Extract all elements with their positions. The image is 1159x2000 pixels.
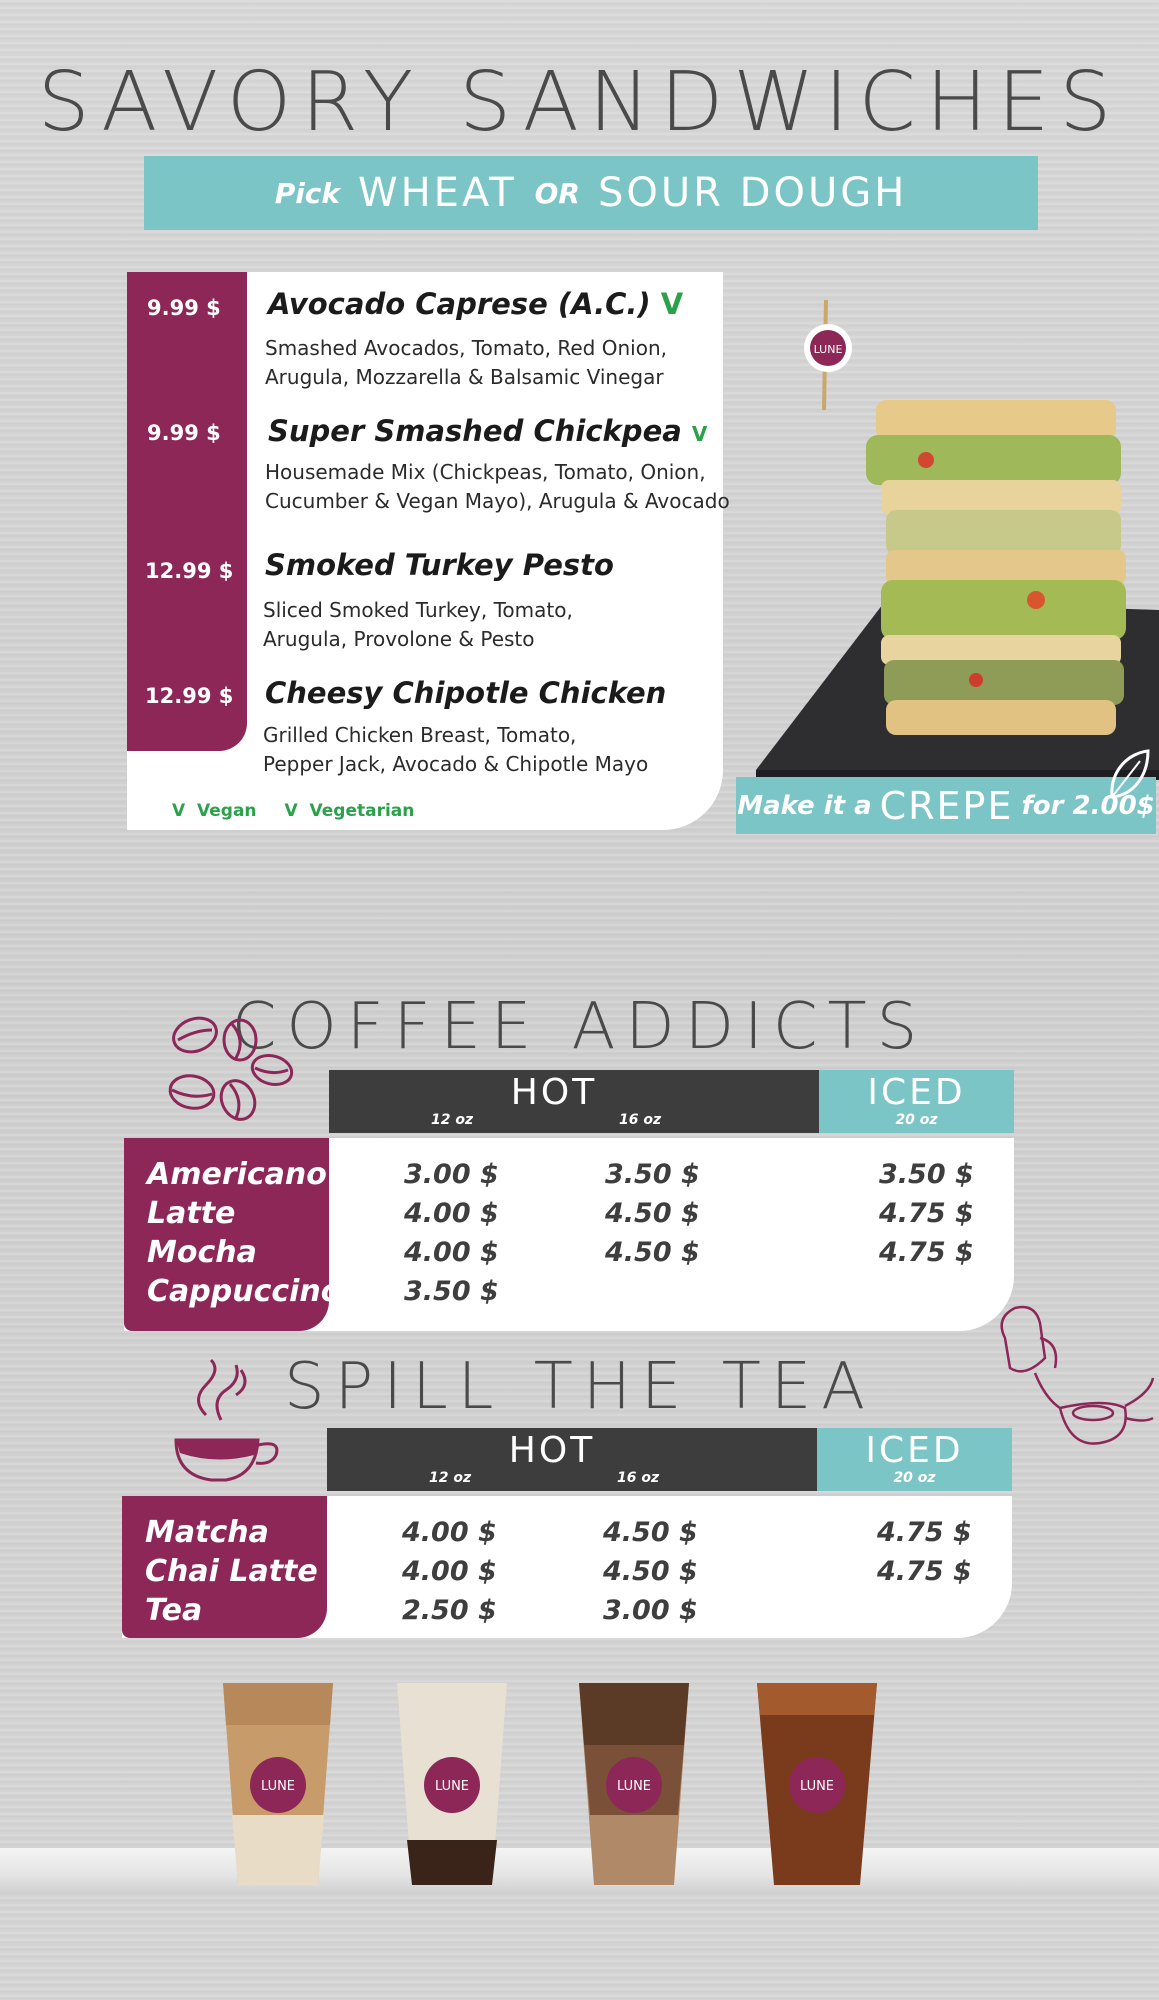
- tea-title: SPILL THE TEA: [283, 1350, 876, 1424]
- price-20oz: 4.75 $: [879, 1198, 974, 1229]
- tea-names: [145, 1513, 318, 1630]
- iced-tea-cup-image: [752, 1675, 882, 1890]
- drink-name: Latte: [147, 1196, 236, 1231]
- sandwich-price: 9.99 $: [147, 296, 221, 320]
- price-16oz: 3.00 $: [603, 1595, 698, 1626]
- size-20oz-label: 20 oz: [895, 1112, 938, 1128]
- diet-legend: [172, 801, 414, 821]
- lune-logo-text: LUNE: [260, 1779, 296, 1794]
- coffee-title: COFFEE ADDICTS: [231, 990, 928, 1064]
- legend-vegetarian-label: Vegetarian: [309, 801, 415, 821]
- tea-hot-header: [327, 1428, 817, 1491]
- price-16oz: 4.50 $: [605, 1198, 700, 1229]
- price-16oz: 4.50 $: [603, 1517, 698, 1548]
- coffee-iced-header: [819, 1070, 1014, 1133]
- price-16oz: 4.50 $: [603, 1556, 698, 1587]
- tea-iced-header: [817, 1428, 1012, 1491]
- description-line: Cucumber & Vegan Mayo), Arugula & Avocado: [265, 489, 730, 513]
- sandwiches-title: SAVORY SANDWICHES: [37, 55, 1122, 150]
- sandwich-description: [265, 458, 730, 516]
- drink-name: Cappuccino: [147, 1274, 342, 1309]
- price-12oz: 3.50 $: [404, 1276, 499, 1307]
- sandwich-name: [268, 414, 707, 448]
- price-12oz: 4.00 $: [404, 1198, 499, 1229]
- price-20oz: 3.50 $: [879, 1159, 974, 1190]
- lune-logo-text: LUNE: [434, 1779, 470, 1794]
- description-line: Pepper Jack, Avocado & Chipotle Mayo: [263, 752, 649, 776]
- size-20oz-label: 20 oz: [893, 1470, 936, 1486]
- bread-wheat-label: WHEAT: [358, 170, 517, 216]
- vegetarian-v-icon: V: [284, 801, 298, 821]
- legend-vegetarian: [285, 801, 415, 821]
- description-line: Sliced Smoked Turkey, Tomato,: [263, 598, 573, 622]
- sandwich-name: [268, 287, 683, 321]
- lune-logo-text: LUNE: [813, 343, 843, 356]
- lune-logo-text: LUNE: [799, 1779, 835, 1794]
- sandwich-description: [263, 721, 648, 779]
- vegan-v-icon: V: [172, 801, 186, 821]
- sandwich-name-text: Avocado Caprese (A.C.): [268, 287, 651, 321]
- price-20oz: 4.75 $: [877, 1556, 972, 1587]
- sandwich-name: Cheesy Chipotle Chicken: [265, 676, 667, 710]
- bread-sourdough-label: SOUR DOUGH: [598, 170, 908, 216]
- description-line: Smashed Avocados, Tomato, Red Onion,: [265, 336, 667, 360]
- sandwich-price-column: [127, 272, 247, 751]
- description-line: Arugula, Mozzarella & Balsamic Vinegar: [265, 365, 664, 389]
- iced-mocha-cup-image: [574, 1675, 694, 1890]
- leaf-icon: [1104, 745, 1154, 805]
- coffee-hot-header: [329, 1070, 819, 1133]
- sandwich-stack-photo: [736, 300, 1159, 820]
- price-16oz: 4.50 $: [605, 1237, 700, 1268]
- bread-choice-banner: [144, 156, 1038, 230]
- bread-or-label: OR: [534, 176, 580, 210]
- iced-label: ICED: [867, 1072, 966, 1113]
- crepe-word: CREPE: [879, 783, 1014, 828]
- drink-name: Americano: [147, 1157, 327, 1192]
- drink-name: Mocha: [147, 1235, 257, 1270]
- vegan-v-icon: V: [660, 287, 684, 321]
- coffee-beans-icon: [160, 1010, 300, 1130]
- crepe-price-text: for 2.00$: [1021, 790, 1155, 821]
- size-12oz-label: 12 oz: [431, 1112, 474, 1128]
- price-20oz: 4.75 $: [877, 1517, 972, 1548]
- lune-logo-text: LUNE: [616, 1779, 652, 1794]
- description-line: Arugula, Provolone & Pesto: [263, 627, 535, 651]
- legend-vegan-label: Vegan: [197, 801, 257, 821]
- hot-label: HOT: [510, 1072, 598, 1113]
- size-16oz-label: 16 oz: [619, 1112, 662, 1128]
- sandwich-description: [265, 334, 667, 392]
- sandwich-name: Smoked Turkey Pesto: [265, 548, 614, 582]
- steaming-cup-icon: [166, 1355, 286, 1490]
- description-line: Grilled Chicken Breast, Tomato,: [263, 723, 577, 747]
- size-12oz-label: 12 oz: [429, 1470, 472, 1486]
- sandwich-price: 12.99 $: [145, 684, 234, 708]
- drink-name: Tea: [145, 1593, 203, 1628]
- iced-latte-cup-image: [218, 1675, 338, 1890]
- hot-label: HOT: [508, 1430, 596, 1471]
- price-20oz: 4.75 $: [879, 1237, 974, 1268]
- crepe-pre-text: Make it a: [737, 790, 872, 821]
- price-12oz: 2.50 $: [402, 1595, 497, 1626]
- price-16oz: 3.50 $: [605, 1159, 700, 1190]
- price-12oz: 3.00 $: [404, 1159, 499, 1190]
- vegetarian-v-icon: V: [691, 422, 708, 446]
- crepe-upgrade-banner: [736, 777, 1156, 834]
- bread-pick-label: Pick: [274, 176, 341, 210]
- sandwich-description: [263, 596, 573, 654]
- size-16oz-label: 16 oz: [617, 1470, 660, 1486]
- description-line: Housemade Mix (Chickpeas, Tomato, Onion,: [265, 460, 706, 484]
- sandwich-price: 9.99 $: [147, 421, 221, 445]
- sandwich-name-text: Super Smashed Chickpea: [268, 414, 682, 448]
- coffee-names: [147, 1155, 341, 1311]
- price-12oz: 4.00 $: [402, 1556, 497, 1587]
- price-12oz: 4.00 $: [402, 1517, 497, 1548]
- price-12oz: 4.00 $: [404, 1237, 499, 1268]
- legend-vegan: [172, 801, 257, 821]
- sandwich-price: 12.99 $: [145, 559, 234, 583]
- drink-name: Matcha: [145, 1515, 269, 1550]
- iced-label: ICED: [865, 1430, 964, 1471]
- iced-chai-cup-image: [392, 1675, 512, 1890]
- drink-name: Chai Latte: [145, 1554, 318, 1589]
